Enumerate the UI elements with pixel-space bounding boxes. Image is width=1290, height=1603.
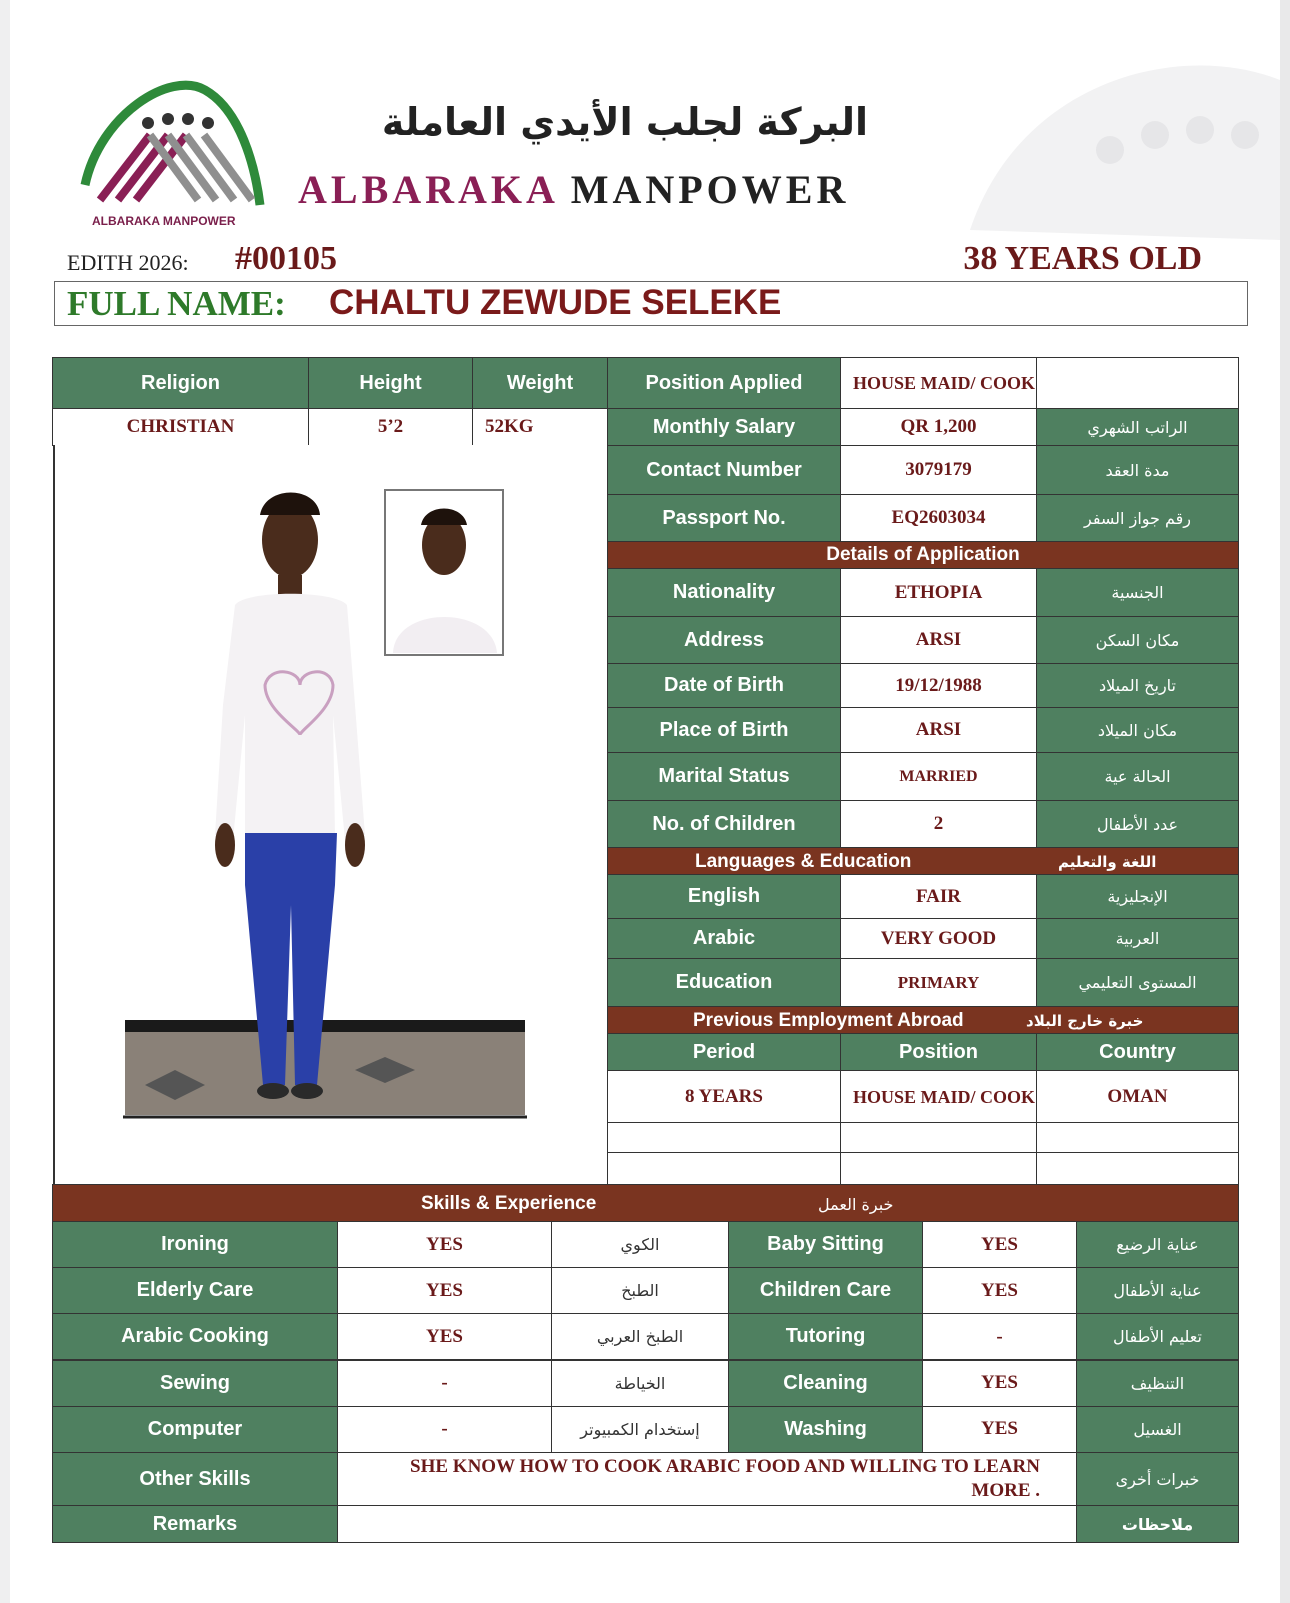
passport-value: EQ2603034 bbox=[840, 494, 1037, 542]
employment-section-title: Previous Employment Abroad bbox=[693, 1010, 964, 1031]
details-section-title: Details of Application bbox=[607, 541, 1239, 569]
contact-label: Contact Number bbox=[607, 445, 841, 495]
company-name-english bbox=[298, 166, 849, 213]
skill-value: YES bbox=[922, 1267, 1077, 1314]
skill-value: YES bbox=[337, 1221, 552, 1268]
skill-label: Washing bbox=[728, 1406, 923, 1453]
other-skills-label-ar: خبرات أخرى bbox=[1076, 1452, 1239, 1506]
employment-section-band bbox=[607, 1006, 1239, 1034]
skill-label: Elderly Care bbox=[52, 1267, 338, 1314]
detail-label-ar: مكان السكن bbox=[1036, 616, 1239, 664]
position-applied-label: Position Applied bbox=[607, 357, 841, 409]
skills-section-title: Skills & Experience bbox=[421, 1193, 597, 1214]
full-name-label: FULL NAME: bbox=[67, 284, 286, 323]
detail-label: Place of Birth bbox=[607, 707, 841, 753]
language-label-ar: العربية bbox=[1036, 918, 1239, 959]
skill-label: Tutoring bbox=[728, 1313, 923, 1360]
position-applied-blank bbox=[1036, 357, 1239, 409]
position-applied-value: HOUSE MAID/ COOK bbox=[840, 357, 1037, 409]
weight-header: Weight bbox=[472, 357, 608, 409]
languages-section-title-ar: اللغة والتعليم bbox=[1058, 853, 1157, 871]
skill-label-ar: الغسيل bbox=[1076, 1406, 1239, 1453]
full-name-value: CHALTU ZEWUDE SELEKE bbox=[329, 283, 782, 322]
skill-value: YES bbox=[922, 1221, 1077, 1268]
employment-section-title-ar: خبرة خارج البلاد bbox=[1026, 1012, 1144, 1030]
language-label-ar: المستوى التعليمي bbox=[1036, 958, 1239, 1007]
detail-label-ar: عدد الأطفال bbox=[1036, 800, 1239, 848]
logo-caption: ALBARAKA MANPOWER bbox=[92, 214, 236, 228]
photo-area bbox=[53, 445, 610, 1185]
skill-label-ar: التنظيف bbox=[1076, 1360, 1239, 1407]
age-label: 38 YEARS OLD bbox=[963, 240, 1202, 277]
skill-value: YES bbox=[922, 1360, 1077, 1407]
employment-empty-cell bbox=[607, 1122, 841, 1153]
employment-period-value: 8 YEARS bbox=[607, 1070, 841, 1123]
reference-number: #00105 bbox=[235, 240, 337, 277]
detail-label-ar: الجنسية bbox=[1036, 568, 1239, 617]
skill-label-ar: عناية الرضيع bbox=[1076, 1221, 1239, 1268]
skill-label-ar: الطبخ العربي bbox=[551, 1313, 729, 1360]
skill-label: Arabic Cooking bbox=[52, 1313, 338, 1360]
skill-label: Children Care bbox=[728, 1267, 923, 1314]
employment-empty-cell bbox=[840, 1152, 1037, 1185]
monthly-salary-label-ar: الراتب الشهري bbox=[1036, 408, 1239, 446]
weight-value: 52KG bbox=[472, 408, 608, 446]
passport-label: Passport No. bbox=[607, 494, 841, 542]
skill-label: Ironing bbox=[52, 1221, 338, 1268]
languages-section-title: Languages & Education bbox=[695, 851, 912, 872]
language-value: VERY GOOD bbox=[840, 918, 1037, 959]
skill-label-ar: إستخدام الكمبيوتر bbox=[551, 1406, 729, 1453]
detail-label: No. of Children bbox=[607, 800, 841, 848]
detail-label-ar: تاريخ الميلاد bbox=[1036, 663, 1239, 708]
employment-country-value: OMAN bbox=[1036, 1070, 1239, 1123]
detail-value: 19/12/1988 bbox=[840, 663, 1037, 708]
contact-label-ar: مدة العقد bbox=[1036, 445, 1239, 495]
detail-value: 2 bbox=[840, 800, 1037, 848]
language-label: Education bbox=[607, 958, 841, 1007]
skill-label: Sewing bbox=[52, 1360, 338, 1407]
full-name-box bbox=[54, 281, 1248, 326]
language-label: English bbox=[607, 874, 841, 919]
period-header: Period bbox=[607, 1033, 841, 1071]
skill-value: - bbox=[922, 1313, 1077, 1360]
company-name-part1: ALBARAKA bbox=[298, 167, 557, 212]
detail-value: MARRIED bbox=[840, 752, 1037, 801]
language-label: Arabic bbox=[607, 918, 841, 959]
employment-empty-cell bbox=[1036, 1152, 1239, 1185]
skill-value: YES bbox=[337, 1313, 552, 1360]
remarks-label: Remarks bbox=[52, 1505, 338, 1543]
candidate-photo bbox=[55, 445, 608, 1185]
religion-header: Religion bbox=[52, 357, 309, 409]
skill-label-ar: عناية الأطفال bbox=[1076, 1267, 1239, 1314]
religion-value: CHRISTIAN bbox=[52, 408, 309, 446]
detail-value: ARSI bbox=[840, 616, 1037, 664]
skill-label: Cleaning bbox=[728, 1360, 923, 1407]
skill-label-ar: الطبخ bbox=[551, 1267, 729, 1314]
detail-label: Address bbox=[607, 616, 841, 664]
skills-section-title-ar: خبرة العمل bbox=[818, 1195, 894, 1214]
skill-value: - bbox=[337, 1406, 552, 1453]
employment-position-value: HOUSE MAID/ COOK bbox=[840, 1070, 1037, 1123]
position-header: Position bbox=[840, 1033, 1037, 1071]
contact-value: 3079179 bbox=[840, 445, 1037, 495]
monthly-salary-value: QR 1,200 bbox=[840, 408, 1037, 446]
height-value: 5’2 bbox=[308, 408, 473, 446]
height-header: Height bbox=[308, 357, 473, 409]
passport-label-ar: رقم جواز السفر bbox=[1036, 494, 1239, 542]
remarks-label-ar: ملاحظات bbox=[1076, 1505, 1239, 1543]
watermark-logo bbox=[960, 40, 1280, 240]
skill-label: Baby Sitting bbox=[728, 1221, 923, 1268]
language-value: PRIMARY bbox=[840, 958, 1037, 1007]
language-label-ar: الإنجليزية bbox=[1036, 874, 1239, 919]
remarks-value bbox=[337, 1505, 1077, 1543]
company-logo-icon bbox=[80, 75, 270, 235]
skill-value: YES bbox=[922, 1406, 1077, 1453]
skills-section-band bbox=[52, 1184, 1239, 1222]
skill-value: - bbox=[337, 1360, 552, 1407]
detail-label: Marital Status bbox=[607, 752, 841, 801]
skill-label: Computer bbox=[52, 1406, 338, 1453]
skill-label-ar: تعليم الأطفال bbox=[1076, 1313, 1239, 1360]
detail-label-ar: مكان الميلاد bbox=[1036, 707, 1239, 753]
company-name-arabic: البركة لجلب الأيدي العاملة bbox=[381, 100, 869, 144]
employment-empty-cell bbox=[1036, 1122, 1239, 1153]
monthly-salary-label: Monthly Salary bbox=[607, 408, 841, 446]
detail-label: Nationality bbox=[607, 568, 841, 617]
other-skills-value: SHE KNOW HOW TO COOK ARABIC FOOD AND WILLING TO LEARN MORE . bbox=[337, 1452, 1077, 1506]
skill-label-ar: الخياطة bbox=[551, 1360, 729, 1407]
edition-label: EDITH 2026: bbox=[67, 250, 189, 275]
skill-label-ar: الكوي bbox=[551, 1221, 729, 1268]
employment-empty-cell bbox=[840, 1122, 1037, 1153]
company-name-part2: MANPOWER bbox=[570, 167, 850, 212]
languages-section-band bbox=[607, 847, 1239, 875]
skill-value: YES bbox=[337, 1267, 552, 1314]
page-edge bbox=[1280, 0, 1290, 1603]
country-header: Country bbox=[1036, 1033, 1239, 1071]
other-skills-label: Other Skills bbox=[52, 1452, 338, 1506]
detail-label-ar: الحالة عية bbox=[1036, 752, 1239, 801]
employment-empty-cell bbox=[607, 1152, 841, 1185]
detail-label: Date of Birth bbox=[607, 663, 841, 708]
detail-value: ETHOPIA bbox=[840, 568, 1037, 617]
detail-value: ARSI bbox=[840, 707, 1037, 753]
language-value: FAIR bbox=[840, 874, 1037, 919]
